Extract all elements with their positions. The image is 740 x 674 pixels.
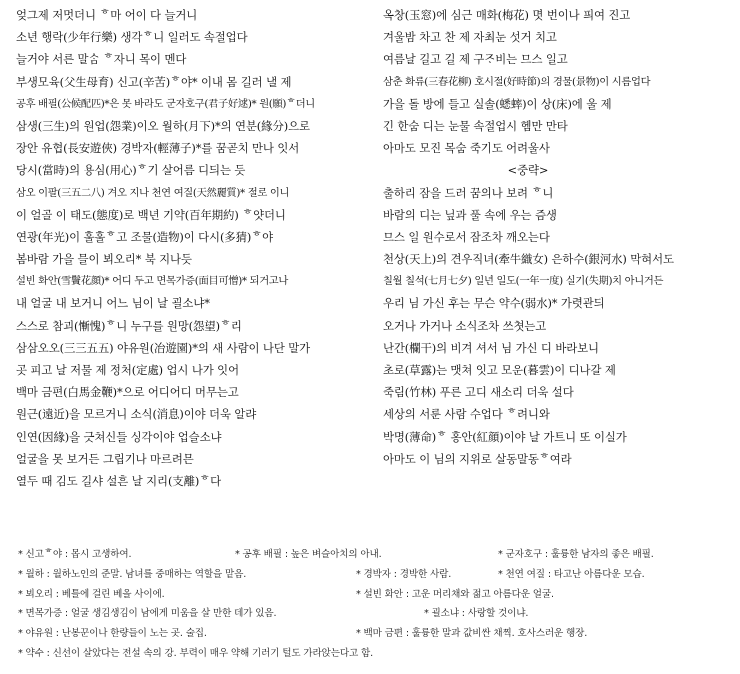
footnote: * 괼소냐 : 사랑할 것이냐. [424, 608, 529, 620]
poem-line: 박명(薄命)ᄒ 홍안(紅顔)이야 날 가트니 또 이실가 [383, 429, 627, 444]
poem-line: 곳 피고 날 저물 제 정처(定處) 업시 나가 잇어 [16, 363, 239, 377]
poem-line: 우리 님 가신 후는 무슨 약수(弱水)* 가렷관듸 [383, 296, 605, 311]
poem-line: 초로(草露)는 맷쳐 잇고 모운(暮雲)이 디나갈 제 [383, 363, 616, 377]
poem-line: 바람의 디는 닢과 풀 속에 우는 즘생 [383, 207, 557, 222]
footnote-row [18, 545, 728, 565]
footnote: * 약수 : 신선이 살았다는 전설 속의 강. 부력이 매우 약해 기러기 털도 가라앉는다고 함. [18, 647, 374, 659]
poem-line: 삼오 이팔(三五二八) 겨오 지나 천연 여질(天然麗質)* 절로 이니 [16, 186, 290, 199]
footnote-row [18, 604, 728, 624]
poem-line: 아마도 이 님의 지위로 살동말동ᄒ여라 [383, 451, 572, 466]
footnote-row [18, 585, 728, 605]
poem-line: 옥창(玉窓)에 심근 매화(梅花) 몃 번이나 픠여 진고 [383, 8, 631, 22]
poem-left-column [16, 4, 376, 492]
omission-marker: <중략> [507, 163, 549, 178]
poem-line: 긴 한숨 디는 눈물 속절업시 헴만 만타 [383, 118, 568, 133]
poem-line: 오거나 가거나 소식조차 쓰쳣는고 [383, 318, 547, 333]
poem-line: 삼생(三生)의 원업(怨業)이오 월하(月下)*의 연분(緣分)으로 [16, 118, 310, 133]
poem-line: 세상의 서룬 사람 수업다 ᄒ려니와 [383, 407, 550, 422]
footnote: * 뵈오리 : 베틀에 걸린 베올 사이에. [18, 588, 165, 600]
poem-line: 삼삼오오(三三五五) 야유원(冶遊園)*의 새 사람이 나단 말가 [16, 340, 311, 355]
poem-line: 부생모육(父生母育) 신고(辛苦)ᄒ야* 이내 몸 길러 낼 제 [16, 74, 292, 89]
footnote: * 면목가증 : 얼굴 생김생김이 남에게 미움을 살 만한 데가 있음. [18, 608, 277, 620]
poem-line: 원근(遠近)을 모르거니 소식(消息)이야 더욱 알랴 [16, 407, 257, 422]
poem-line: 칠월 칠석(七月七夕) 일년 일도(一年一度) 실기(失期)치 아니거든 [383, 275, 664, 288]
poem-line: 출하리 잠을 드러 꿈의나 보려 ᄒ니 [383, 185, 554, 200]
poem-line: 공후 배필(公候配匹)*은 못 바라도 군자호구(君子好逑)* 원(願)ᄒ더니 [16, 97, 315, 110]
poem-line: 죽림(竹林) 푸른 고디 새소리 더욱 설다 [383, 385, 574, 400]
poem-right-column [383, 4, 740, 470]
footnote: * 월하 : 월하노인의 준말. 남녀를 중매하는 역할을 맡음. [18, 568, 247, 580]
footnote: * 신고ᄒ야 : 몹시 고생하여. [18, 549, 132, 560]
poem-line: 므스 일 원수로서 잠조차 깨오는다 [383, 229, 550, 244]
poem-line: 가을 돌 방에 들고 실솔(蟋蟀)이 상(床)에 울 제 [383, 96, 612, 111]
poem-line: 소년 행락(少年行樂) 생각ᄒ니 일러도 속절업다 [16, 30, 248, 45]
poem-line: 이 얼골 이 태도(態度)로 백년 기약(百年期約) ᄒ얏더니 [16, 207, 286, 222]
poem-line: 늘거야 서른 말ᄉᆞᆷ ᄒ자니 목이 멘다 [16, 52, 187, 67]
footnote: * 공후 배필 : 높은 벼슬아치의 아내. [235, 549, 382, 560]
poem-line: 겨울밤 차고 찬 제 자최눈 섯거 치고 [383, 30, 557, 45]
poem-line: 스스로 참괴(慚愧)ᄒ니 누구를 원망(怨望)ᄒ리 [16, 318, 242, 333]
poem-line: 얼굴을 못 보거든 그립기나 마르려믄 [16, 451, 194, 466]
footnote: * 설빈 화안 : 고운 머리채와 젊고 아름다운 얼굴. [356, 588, 554, 600]
footnote-row [18, 644, 728, 664]
poem-line: 천상(天上)의 견우직녀(牽牛織女) 은하수(銀河水) 막혀서도 [383, 252, 674, 267]
poem-line: 백마 금편(白馬金鞭)*으로 어디어디 머무는고 [16, 385, 239, 400]
poem-line: 열두 때 김도 길샤 설흔 날 지리(支離)ᄒ다 [16, 473, 222, 488]
footnotes [18, 545, 728, 664]
footnote: * 야유원 : 난봉꾼이나 한량들이 노는 곳. 술집. [18, 628, 207, 640]
poem-line: 아마도 모진 목숨 죽기도 어려울사 [383, 141, 550, 156]
poem-line: 난간(欄干)의 비겨 셔서 님 가신 디 바라보니 [383, 340, 599, 355]
poem-line: 장안 유협(長安遊俠) 경박자(輕薄子)*를 꿈곧치 만나 잇서 [16, 141, 300, 156]
footnote: * 백마 금편 : 훌륭한 말과 값비싼 채찍. 호사스러운 행장. [356, 628, 588, 640]
poem-line: 설빈 화안(雪鬢花顔)* 어디 두고 면목가증(面目可憎)* 되거고나 [16, 275, 289, 288]
poem-line: 삼춘 화류(三春花柳) 호시절(好時節)의 경물(景物)이 시름업다 [383, 75, 651, 88]
poem-line: 여름날 길고 길 제 구ᄌᆞ비는 므스 일고 [383, 52, 568, 67]
footnote-row [18, 624, 728, 644]
poem-line: 내 얼굴 내 보거니 어느 님이 날 괼소냐* [16, 296, 210, 311]
footnote: * 천연 여질 : 타고난 아름다운 모습. [498, 568, 645, 580]
poem-line: 엊그제 저멋더니 ᄒ마 어이 다 늘거니 [16, 8, 198, 22]
poem-line: 당시(當時)의 용심(用心)ᄒ기 살어름 디듸는 듯 [16, 163, 246, 178]
footnote: * 경박자 : 경박한 사람. [356, 568, 452, 580]
poem-line: 봄바람 가을 믈이 뵈오리* 북 지나듯 [16, 252, 192, 267]
footnote: * 군자호구 : 훌륭한 남자의 좋은 배필. [498, 549, 654, 560]
poem-line: 연광(年光)이 훌훌ᄒ고 조물(造物)이 다시(多猜)ᄒ야 [16, 229, 274, 244]
footnote-row [18, 565, 728, 585]
poem-line: 인연(因緣)을 긋쳐신들 싱각이야 업슬소냐 [16, 429, 222, 444]
